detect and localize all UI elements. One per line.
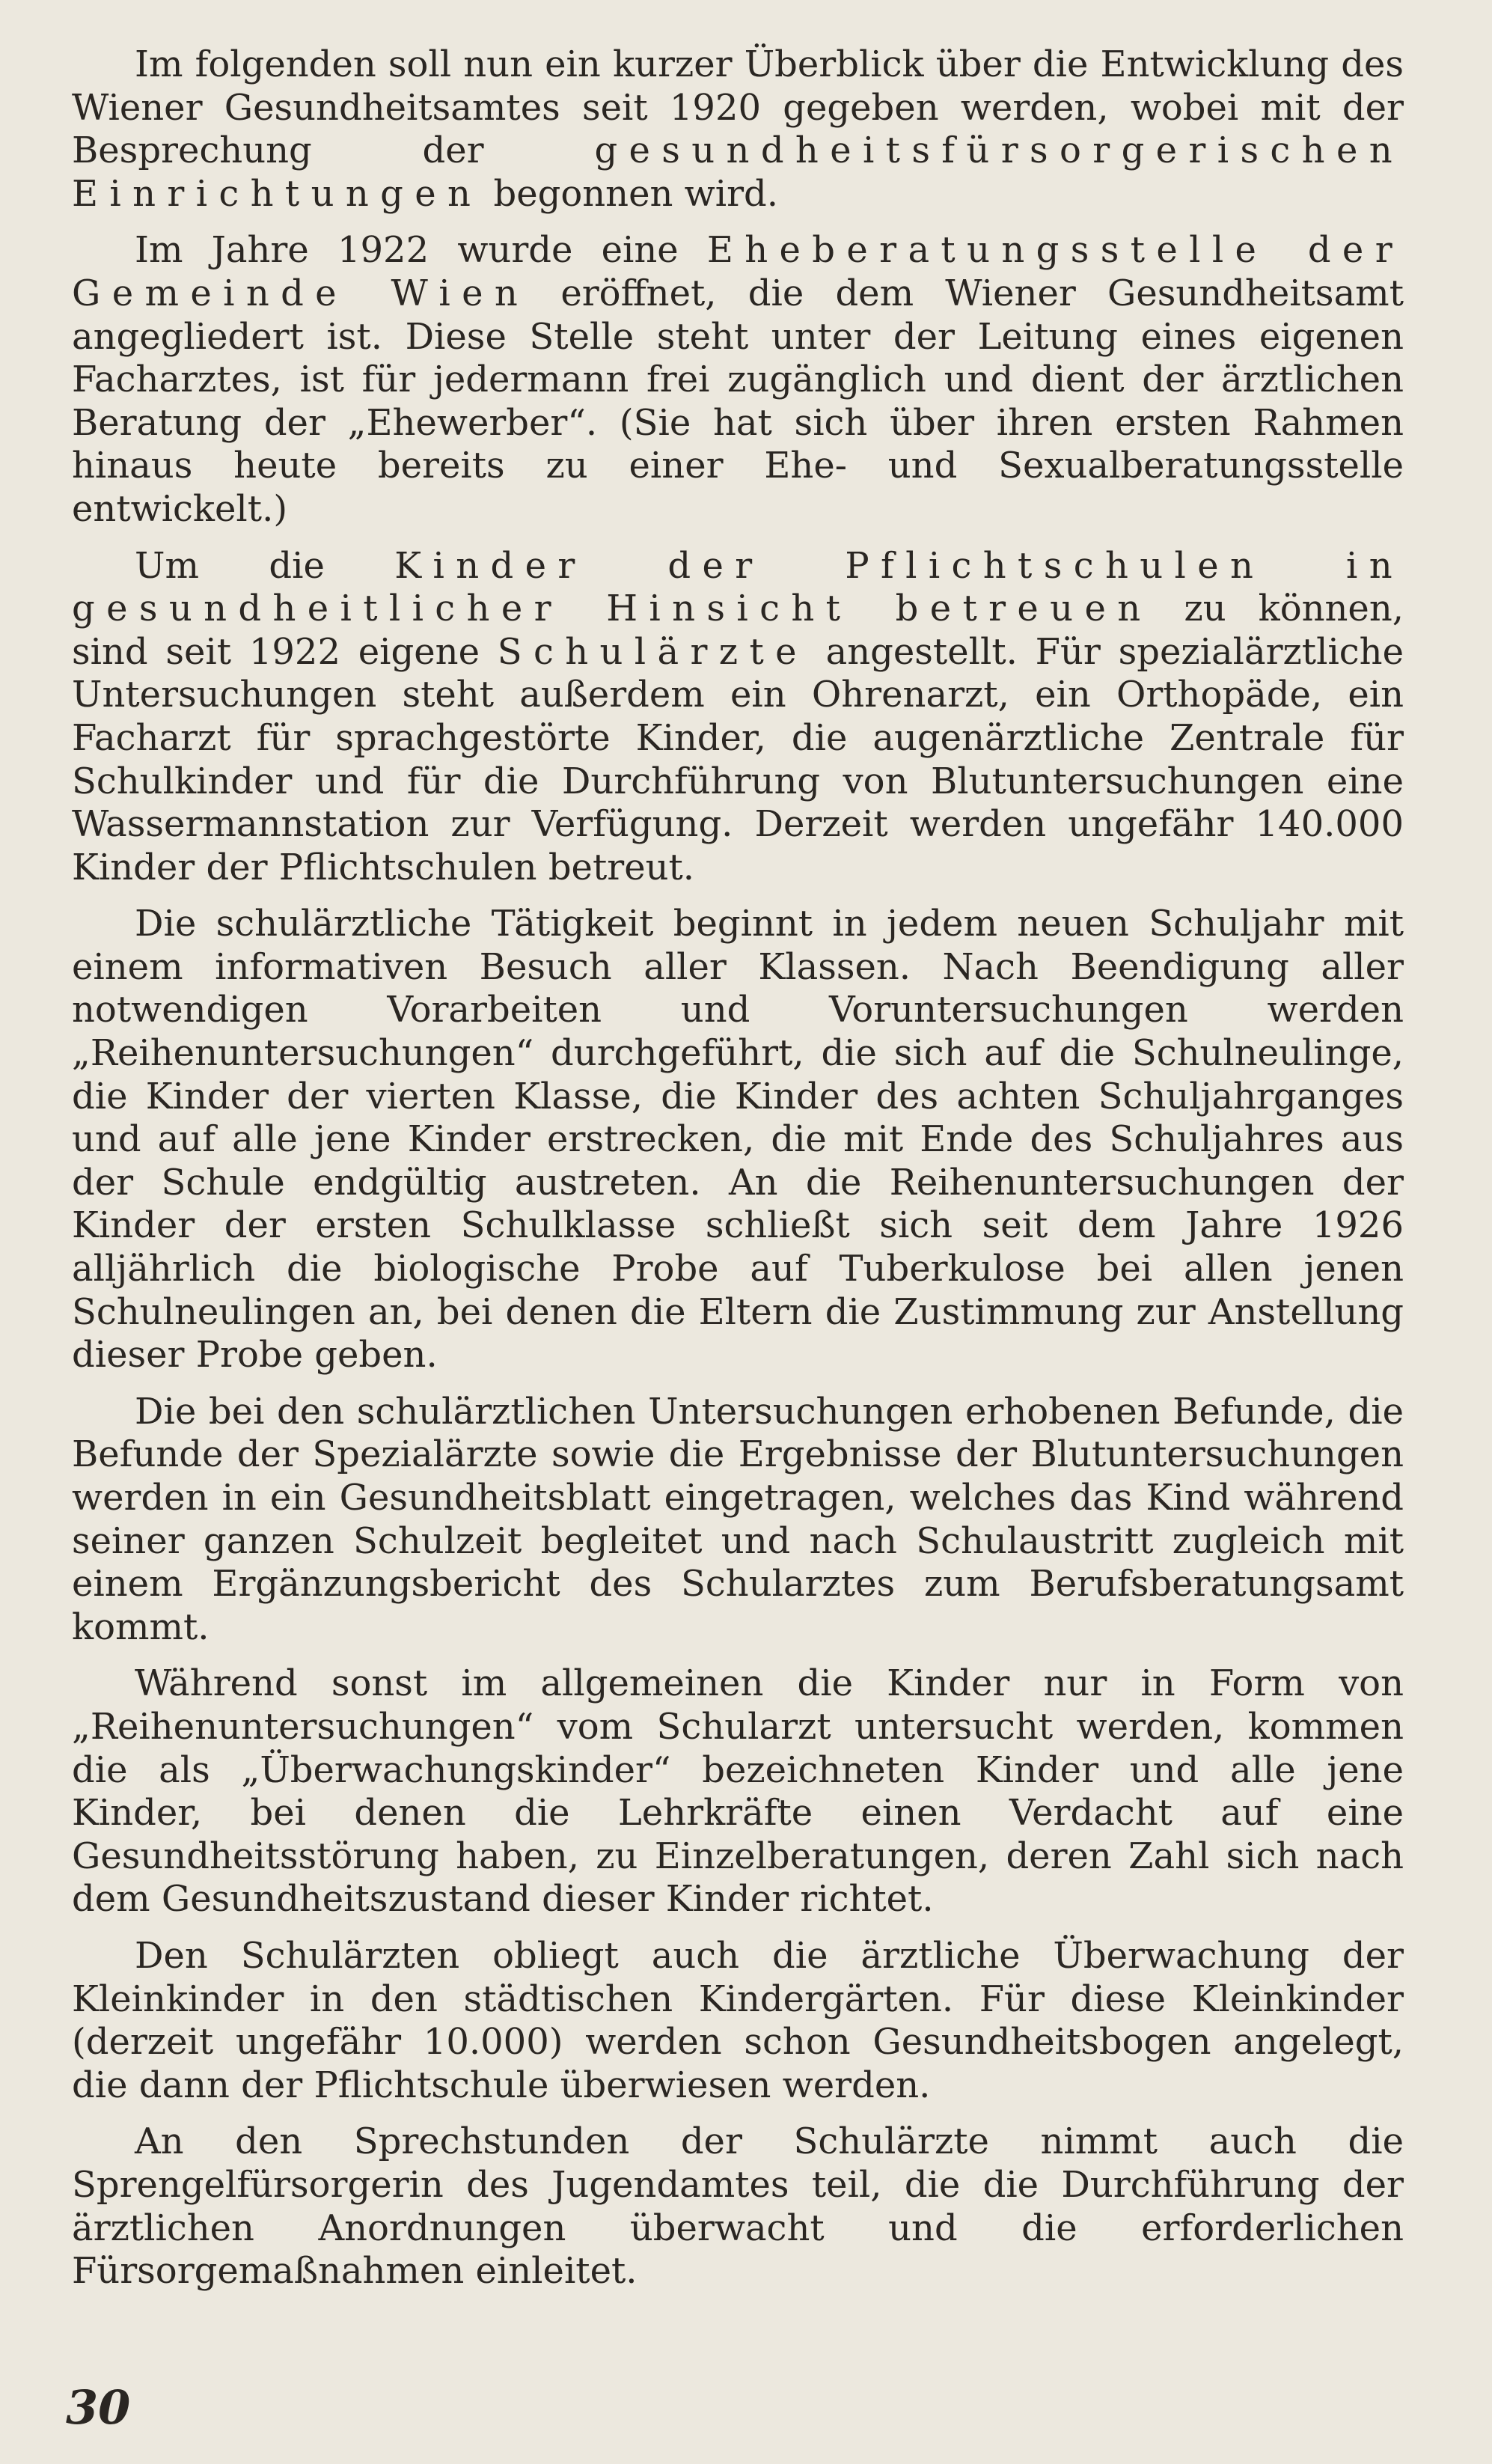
paragraph — [72, 1935, 1404, 2107]
text-segment: angestellt. Für spezialärztliche Untersuchungen steht außerdem ein Ohrenarzt, ein Orthopäde, ein Facharzt für sprachgestörte Kinder, die augenärztliche Zentrale für Schulkinder und für die Durchführung von Blutuntersuchungen eine Wassermannstation zur Verfügung. Derzeit werden ungefähr 140.000 Kinder der Pflichtschulen betreut. — [72, 630, 1404, 888]
text-segment: Während sonst im allgemeinen die Kinder nur in Form von „Reihenuntersuchungen“ vom Schularzt untersucht werden, kommen die als „Überwachungskinder“ bezeichneten Kinder und alle jene Kinder, bei denen die Lehrkräfte einen Verdacht auf eine Gesundheitsstörung haben, zu Einzelberatungen, deren Zahl sich nach dem Gesundheitszustand dieser Kinder richtet. — [72, 1662, 1404, 1921]
paragraph — [72, 545, 1404, 890]
emphasized-text: Eheberatungsstelle der Gemeinde Wien — [72, 229, 1404, 314]
text-segment: Im Jahre 1922 wurde eine — [135, 229, 707, 272]
paragraph — [72, 1391, 1404, 1650]
emphasized-text: Schulärzte — [497, 630, 808, 673]
text-segment: zu können, sind seit 1922 eigene — [72, 588, 1404, 673]
paragraph — [72, 903, 1404, 1377]
text-segment: eröffnet, die dem Wiener Gesundheitsamt angegliedert ist. Diese Stelle steht unter der Leitung eines eigenen Facharztes, ist für jedermann frei zugänglich und dient der ärztlichen Beratung der „Ehewerber“. (Sie hat sich über ihren ersten Rahmen hinaus heute bereits zu einer Ehe- und Sexualberatungsstelle entwickelt.) — [72, 272, 1404, 530]
emphasized-text: Kinder der Pflichtschulen in gesundheitlicher Hinsicht betreuen — [72, 544, 1404, 630]
emphasized-text: gesundheitsfürsorgerischen Einrichtungen — [72, 129, 1404, 215]
paragraph — [72, 43, 1404, 216]
body-text — [72, 43, 1404, 2307]
text-segment: Die schulärztliche Tätigkeit beginnt in jedem neuen Schuljahr mit einem informativen Besuch aller Klassen. Nach Beendigung aller notwendigen Vorarbeiten und Voruntersuchungen werden „Reihenuntersuchungen“ durchgeführt, die sich auf die Schulneulinge, die Kinder der vierten Klasse, die Kinder des achten Schuljahrganges und auf alle jene Kinder erstrecken, die mit Ende des Schuljahres aus der Schule endgültig austreten. An die Reihenuntersuchungen der Kinder der ersten Schulklasse schließt sich seit dem Jahre 1926 alljährlich die biologische Probe auf Tuberkulose bei allen jenen Schulneulingen an, bei denen die Eltern die Zustimmung zur Anstellung dieser Probe geben. — [72, 903, 1404, 1376]
text-segment: Den Schulärzten obliegt auch die ärztliche Überwachung der Kleinkinder in den städtischen Kindergärten. Für diese Kleinkinder (derzeit ungefähr 10.000) werden schon Gesundheitsbogen angelegt, die dann der Pflichtschule überwiesen werden. — [72, 1934, 1404, 2106]
text-segment: Im folgenden soll nun ein kurzer Überblick über die Entwicklung des Wiener Gesundheitsamtes seit 1920 gegeben werden, wobei mit der Besprechung der — [72, 43, 1404, 172]
text-segment: An den Sprechstunden der Schulärzte nimmt auch die Sprengelfürsorgerin des Jugendamtes teil, die die Durchführung der ärztlichen Anordnungen überwacht und die erforderlichen Fürsorgemaßnahmen einleitet. — [72, 2120, 1404, 2293]
page-number: 30 — [66, 2380, 131, 2435]
text-segment: Um die — [135, 544, 395, 587]
paragraph — [72, 2120, 1404, 2293]
text-segment: begonnen wird. — [482, 172, 779, 215]
paragraph — [72, 1662, 1404, 1921]
paragraph — [72, 229, 1404, 531]
text-segment: Die bei den schulärztlichen Untersuchungen erhobenen Befunde, die Befunde der Spezialärzte sowie die Ergebnisse der Blutuntersuchungen werden in ein Gesundheitsblatt eingetragen, welches das Kind während seiner ganzen Schulzeit begleitet und nach Schulaustritt zugleich mit einem Ergänzungsbericht des Schularztes zum Berufsberatungsamt kommt. — [72, 1390, 1404, 1648]
